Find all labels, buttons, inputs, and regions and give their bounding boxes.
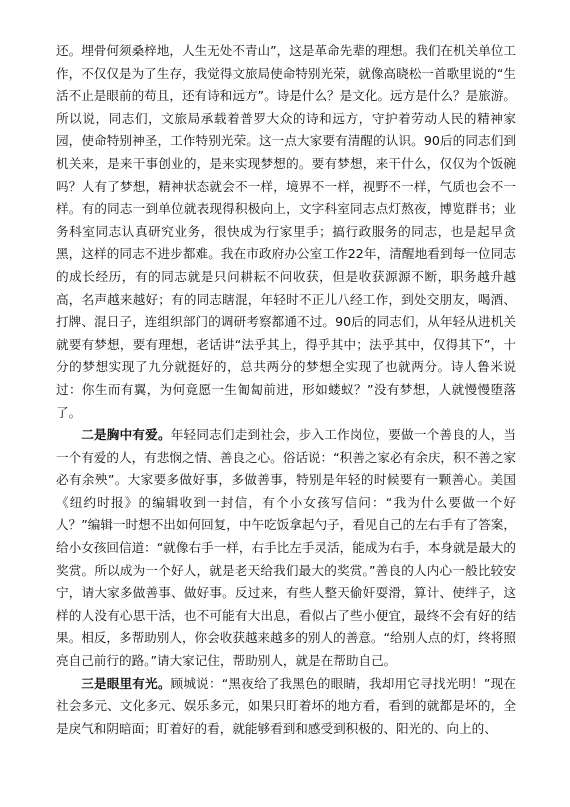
section-heading-love: 二是胸中有爱。: [81, 427, 171, 443]
paragraph-text: 顾城说：“黑夜给了我黑色的眼睛，我却用它寻找光明！”现在社会多元、文化多元、娱乐多元，如果只盯着坏的地方看，看到的就都是坏的，全是戾气和阴暗面；盯着好的看，就能够看到和感受到积极的、阳光的、向上的、: [56, 675, 517, 736]
paragraph-text: 年轻同志们走到社会，步入工作岗位，要做一个善良的人，当一个有爱的人，有悲悯之情、善良之心。俗话说：“积善之家必有余庆，积不善之家必有余殃”。大家要多做好事，多做善事，特别是年轻的时候要有一颗善心。美国《纽约时报》的编辑收到一封信，有个小女孩写信问：“我为什么要做一个好人？”编辑一时想不出如何回复，中午吃饭拿起勺子，看见自己的左右手有了答案，给小女孩回信道：“就像右手一样，右手比左手灵活，能成为右手，本身就是最大的奖赏。所以成为一个好人，就是老天给我们最大的奖赏。”善良的人内心一般比较安宁，请大家多做善事、做好事。反过来，有些人整天偷奸耍滑，算计、使绊子，这样的人没有心思干活，也不可能有大出息，看似占了些小便宜，最终不会有好的结果。相反，多帮助别人，你会收获越来越多的别人的善意。“给别人点的灯，终将照亮自己前行的路。”请大家记住，帮助别人，就是在帮助自己。: [56, 427, 517, 669]
paragraph-text: 还。埋骨何须桑梓地，人生无处不青山”，这是革命先辈的理想。我们在机关单位工作，不仅仅是为了生存，我觉得文旅局使命特别光荣，就像高晓松一首歌里说的“生活不止是眼前的苟且，还有诗和远方”。诗是什么？是文化。远方是什么？是旅游。所以说，同志们，文旅局承载着普罗大众的诗和远方，守护着劳动人民的精神家园，使命特别神圣，工作特别光荣。这一点大家要有清醒的认识。90后的同志们到机关来，是来干事创业的，是来实现梦想的。要有梦想，来干什么，仅仅为个饭碗吗？人有了梦想，精神状态就会不一样，境界不一样，视野不一样，气质也会不一样。有的同志一到单位就表现得积极向上，文字科室同志点灯熬夜，博览群书；业务科室同志认真研究业务，很快成为行家里手；搞行政服务的同志，也是起早贪黑，这样的同志不进步都难。我在市政府办公室工作22年，清醒地看到每一位同志的成长经历，有的同志就是只问耕耘不问收获，但是收获源源不断，职务越升越高，名声越来越好；有的同志瞎混，年轻时不正儿八经工作，到处交朋友，喝酒、打牌、混日子，连组织部门的调研考察都通不过。90后的同志们，从年轻从进机关就要有梦想，要有理想，老话讲“法乎其上，得乎其中；法乎其中，仅得其下”，十分的梦想实现了九分就挺好的，总共两分的梦想全实现了也就两分。诗人鲁米说过：你生而有翼，为何竟愿一生匍匐前进，形如蝼蚁？”没有梦想，人就慢慢堕落了。: [56, 43, 516, 420]
paragraph-love: [56, 424, 516, 673]
paragraph-light: [56, 673, 516, 741]
paragraph-dream: [56, 40, 516, 424]
section-heading-light: 三是眼里有光。: [81, 675, 171, 691]
document-page: [56, 40, 516, 740]
